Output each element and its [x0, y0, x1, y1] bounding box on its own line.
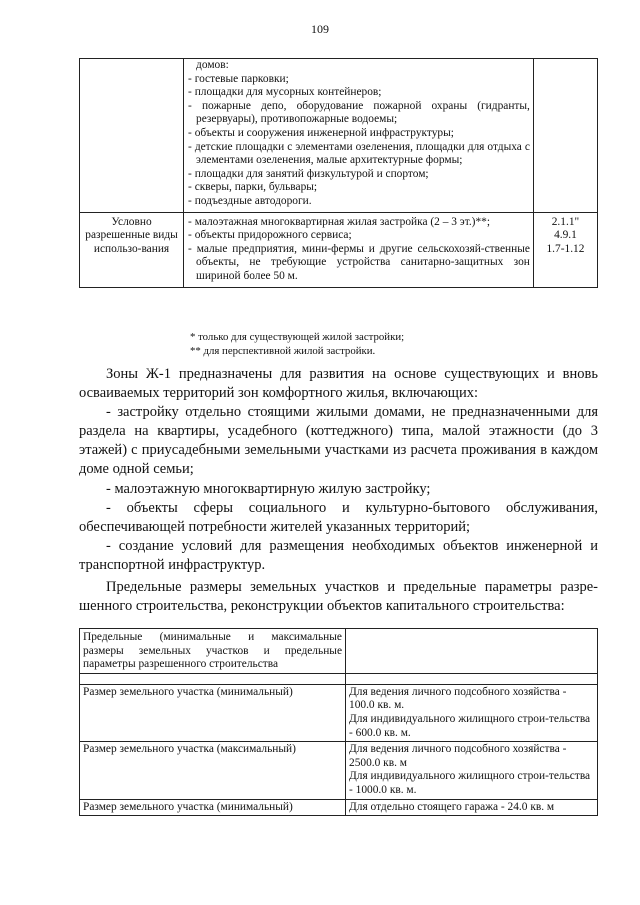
permitted-uses-table: [79, 58, 598, 288]
table-cell: Размер земельного участка (максимальный): [80, 742, 346, 799]
list-item: - малоэтажная многоквартирная жилая застройка (2 – 3 эт.)**;: [188, 215, 491, 228]
table-cell: [346, 799, 598, 816]
footnote: * только для существующей жилой застройки;: [190, 331, 405, 343]
value-line: Для отдельно стоящего гаража - 24.0 кв. м: [349, 800, 555, 813]
table-cell-empty: [80, 673, 346, 684]
value-line: Для ведения личного подсобного хозяйства - 100.0 кв. м.: [349, 685, 567, 712]
table-cell: Размер земельного участка (минимальный): [80, 799, 346, 816]
paragraph: - застройку отдельно стоящими жилыми домами, не предназначенными для раздела на квартиры, усадебного (коттеджного) типа, малой этажности (до 3 этажей) с приусадебными земельными участками из расчета проживания в каждом доме одной семьи;: [79, 404, 598, 478]
list-item: - объекты придорожного сервиса;: [188, 229, 352, 242]
paragraph: - создание условий для размещения необходимых объектов инженерной и транспортной инфраструктур.: [79, 537, 598, 573]
zone-description: [79, 365, 598, 575]
uses-list-cell: [184, 59, 534, 213]
paragraph: Предельные размеры земельных участков и предельные параметры разре-шенного строительства, реконструкции объектов капитального строительства:: [79, 579, 598, 615]
paragraph: Зоны Ж-1 предназначены для развития на основе существующих и вновь осваиваемых территорий зон комфортного жилья, включающих:: [79, 366, 598, 402]
table-row: [80, 59, 598, 213]
value-line: Для индивидуального жилищного строи-тельства - 1000.0 кв. м.: [349, 770, 591, 796]
table-header-cell: Предельные (минимальные и максимальные размеры земельных участков и предельные параметры разрешенного строительства: [80, 629, 346, 674]
value-line: Для ведения личного подсобного хозяйства - 2500.0 кв. м: [349, 743, 567, 769]
list-item: - скверы, парки, бульвары;: [188, 181, 318, 194]
page-number: 109: [311, 22, 329, 36]
table-cell: Размер земельного участка (минимальный): [80, 684, 346, 741]
list-item: - площадки для мусорных контейнеров;: [188, 86, 382, 99]
table-cell-empty: [346, 629, 598, 674]
list-item: - объекты и сооружения инженерной инфраструктуры;: [188, 126, 454, 139]
use-code: 4.9.1: [554, 229, 577, 242]
use-code: 1.7-1.12: [546, 242, 585, 255]
footnotes: [190, 330, 404, 358]
list-item: - пожарные депо, оборудование пожарной охраны (гидранты, резервуары), противопожарные водоемы;: [188, 99, 530, 126]
limits-table: [79, 628, 598, 816]
table-row: [80, 629, 598, 674]
list-item: - детские площадки с элементами озеленения, площадки для отдыха с элементами озеленения, малые архитектурные формы;: [188, 140, 530, 167]
list-item: - малые предприятия, мини-фермы и другие сельскохозяй-ственные объекты, не требующие устройства санитарно-защитных зон шириной более 50 м.: [188, 242, 530, 282]
table-cell: [346, 742, 598, 799]
conditional-uses-label: Условно разрешенные виды использо-вания: [80, 212, 184, 287]
table-row: [80, 673, 598, 684]
table-cell-empty: [533, 59, 597, 213]
table-row: [80, 799, 598, 816]
codes-cell: [533, 212, 597, 287]
table-row: [80, 742, 598, 799]
paragraph: - малоэтажную многоквартирную жилую застройку;: [106, 480, 431, 497]
use-code: 2.1.1": [551, 215, 580, 228]
paragraph: - объекты сферы социального и культурно-бытового обслуживания, обеспечивающей потребности жителей указанных территорий;: [79, 499, 598, 535]
table-cell-empty: [346, 673, 598, 684]
footnote: ** для перспективной жилой застройки.: [190, 345, 376, 357]
limits-intro: [79, 578, 598, 616]
list-item: - площадки для занятий физкультурой и спортом;: [188, 167, 429, 180]
table-row: [80, 684, 598, 741]
list-item: - гостевые парковки;: [188, 72, 289, 85]
list-item: домов:: [196, 59, 229, 71]
table-cell-empty: [80, 59, 184, 213]
uses-list-cell: [184, 212, 534, 287]
table-row: [80, 212, 598, 287]
value-line: Для индивидуального жилищного строи-тельства - 600.0 кв. м.: [349, 712, 591, 739]
table-cell: [346, 684, 598, 741]
list-item: - подъездные автодороги.: [188, 194, 312, 207]
